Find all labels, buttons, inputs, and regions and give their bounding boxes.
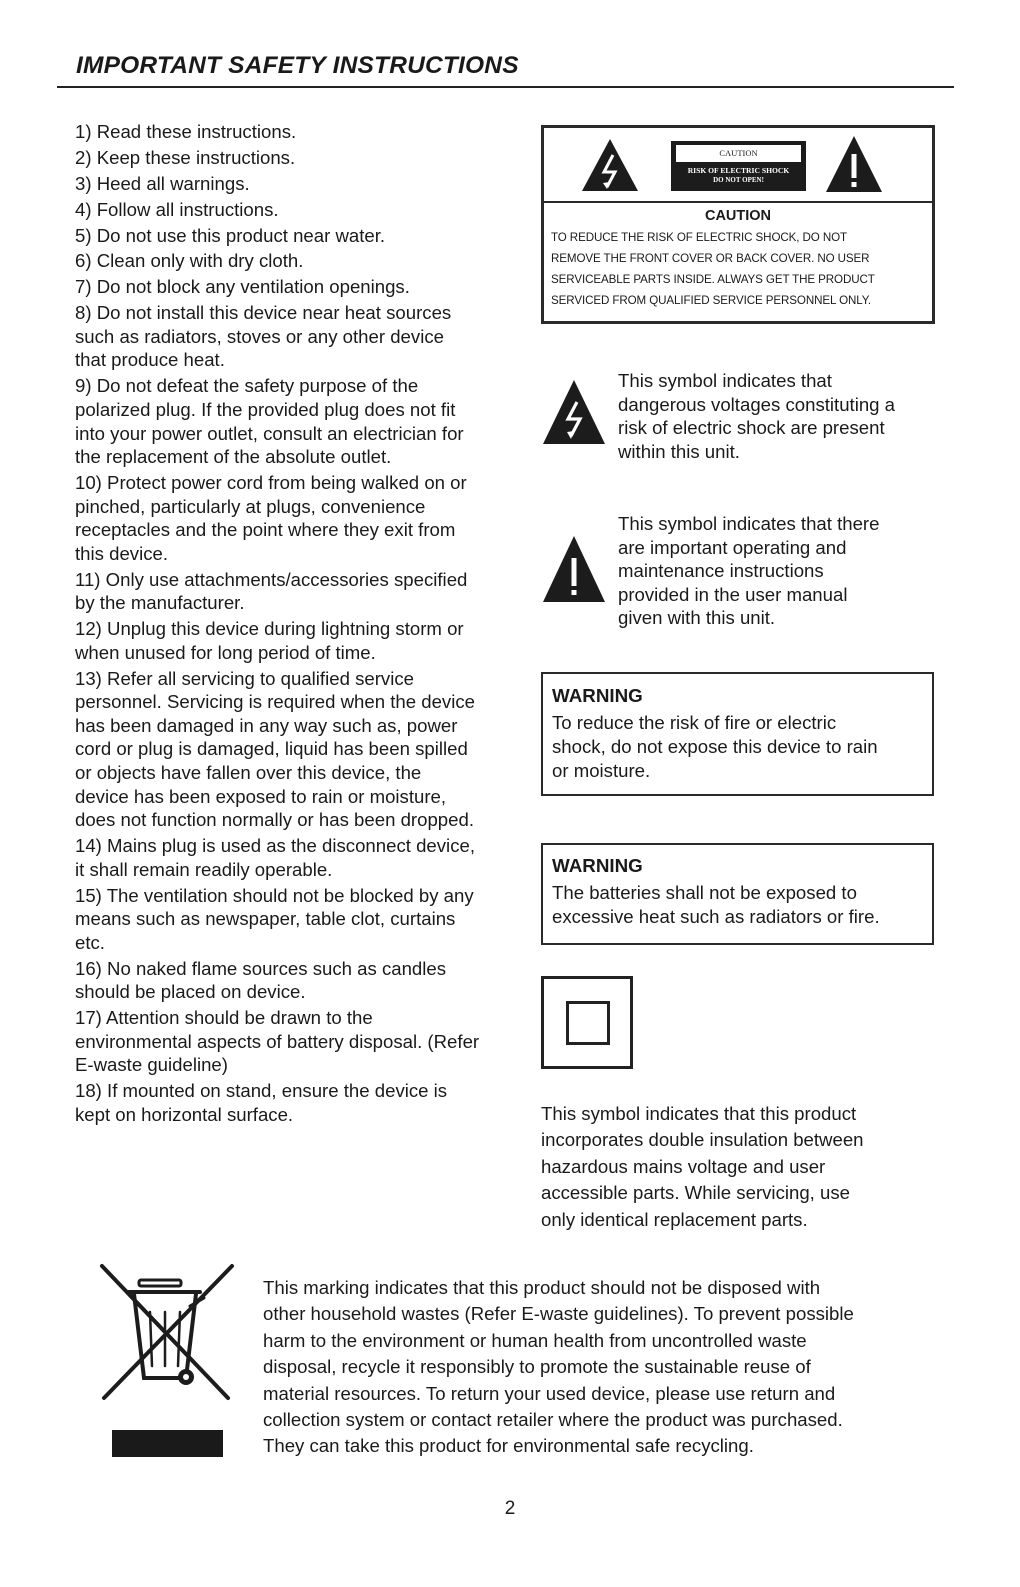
instruction-item: 5) Do not use this product near water. [75, 224, 386, 246]
lightning-symbol-description [618, 369, 948, 463]
exclamation-warning-triangle-icon [824, 134, 884, 194]
description-line: This symbol indicates that there [618, 513, 880, 534]
warning-title: WARNING [552, 685, 643, 706]
warning-title: WARNING [552, 855, 643, 876]
instruction-item: 15) The ventilation should not be blocked by any means such as newspaper, table clot, curtains etc. [75, 884, 474, 953]
description-line: other household wastes (Refer E-waste guidelines). To prevent possible [263, 1303, 854, 1325]
caution-label [671, 141, 806, 191]
instruction-item: 4) Follow all instructions. [75, 198, 279, 220]
instruction-item: 7) Do not block any ventilation openings. [75, 276, 410, 298]
caution-label-shock: RISK OF ELECTRIC SHOCK [687, 166, 790, 175]
instruction-item: 3) Heed all warnings. [75, 172, 250, 194]
instruction-item: 1) Read these instructions. [75, 121, 297, 142]
caution-label-do-not-open: DO NOT OPEN! [713, 176, 764, 184]
warning-batteries-box [541, 843, 934, 945]
warning-moisture-box [541, 672, 934, 796]
instruction-item: 9) Do not defeat the safety purpose of the polarized plug. If the provided plug does not fit into your power outlet, consult an electrician for the replacement of the absolute outlet. [75, 375, 464, 468]
description-line: hazardous mains voltage and user [541, 1155, 826, 1177]
title-divider [57, 86, 954, 88]
instructions-list [75, 120, 480, 1129]
exclamation-symbol-description [618, 512, 948, 630]
description-line: given with this unit. [618, 607, 776, 629]
caution-box [541, 125, 935, 324]
description-line: only identical replacement parts. [541, 1208, 808, 1230]
description-line: They can take this product for environmental safe recycling. [263, 1435, 754, 1457]
description-line: material resources. To return your used device, please use return and [263, 1382, 836, 1404]
instruction-item: 11) Only use attachments/accessories specified by the manufacturer. [75, 568, 468, 614]
caution-text-line: TO REDUCE THE RISK OF ELECTRIC SHOCK, DO NOT [551, 231, 848, 244]
description-line: within this unit. [618, 440, 740, 462]
warning-line: excessive heat such as radiators or fire. [552, 906, 880, 927]
description-line: accessible parts. While servicing, use [541, 1182, 850, 1204]
weee-black-bar [112, 1430, 223, 1457]
warning-line: The batteries shall not be exposed to [552, 882, 857, 903]
caution-text-line: SERVICEABLE PARTS INSIDE. ALWAYS GET THE PRODUCT [551, 273, 875, 286]
description-line: This symbol indicates that this product [541, 1103, 857, 1124]
instruction-item: 8) Do not install this device near heat sources such as radiators, stoves or any other device that produce heat. [75, 302, 452, 371]
page-number: 2 [504, 1498, 516, 1519]
description-line: harm to the environment or human health from uncontrolled waste [263, 1329, 807, 1351]
warning-text [552, 881, 880, 929]
crossed-out-wheelie-bin-icon [98, 1262, 236, 1404]
description-line: are important operating and [618, 536, 847, 558]
double-insulation-description [541, 1101, 941, 1233]
instruction-item: 17) Attention should be drawn to the environmental aspects of battery disposal. (Refer E-waste guideline) [75, 1007, 480, 1076]
instruction-item: 2) Keep these instructions. [75, 146, 296, 168]
caution-divider [544, 201, 932, 203]
instruction-item: 10) Protect power cord from being walked on or pinched, particularly at plugs, convenience receptacles and the point where they exit from this device. [75, 471, 467, 564]
exclamation-warning-triangle-icon [541, 534, 607, 604]
warning-line: or moisture. [552, 760, 651, 781]
caution-text [551, 227, 929, 311]
description-line: dangerous voltages constituting a [618, 393, 896, 415]
lightning-warning-triangle-icon [541, 378, 607, 446]
description-line: risk of electric shock are present [618, 417, 885, 439]
caution-label-title: CAUTION [676, 145, 801, 162]
caution-text-line: SERVICED FROM QUALIFIED SERVICE PERSONNEL ONLY. [551, 294, 872, 307]
double-insulation-icon [541, 976, 633, 1069]
weee-description [263, 1275, 953, 1460]
warning-line: shock, do not expose this device to rain [552, 736, 878, 757]
description-line: incorporates double insulation between [541, 1129, 864, 1151]
warning-line: To reduce the risk of fire or electric [552, 712, 837, 733]
warning-text [552, 711, 878, 783]
double-insulation-inner-square [566, 1001, 610, 1045]
caution-heading: CAUTION [704, 208, 772, 224]
caution-symbols-row [544, 128, 932, 201]
instruction-item: 6) Clean only with dry cloth. [75, 250, 304, 272]
description-line: This marking indicates that this product should not be disposed with [263, 1277, 821, 1298]
instruction-item: 16) No naked flame sources such as candles should be placed on device. [75, 957, 447, 1003]
page-title: IMPORTANT SAFETY INSTRUCTIONS [76, 52, 519, 79]
instruction-item: 18) If mounted on stand, ensure the device is kept on horizontal surface. [75, 1080, 448, 1125]
description-line: disposal, recycle it responsibly to promote the sustainable reuse of [263, 1356, 811, 1378]
description-line: This symbol indicates that [618, 370, 832, 391]
instruction-item: 12) Unplug this device during lightning storm or when unused for long period of time. [75, 618, 464, 663]
description-line: provided in the user manual [618, 583, 848, 605]
lightning-warning-triangle-icon [580, 137, 640, 193]
caution-text-line: REMOVE THE FRONT COVER OR BACK COVER. NO USER [551, 252, 870, 265]
instruction-item: 13) Refer all servicing to qualified service personnel. Servicing is required when the device has been damaged in any way such as, power cord or plug is damaged, liquid has been spilled or objects have fallen over this device, the device has been exposed to rain or moisture, does not function normally or has been dropped. [75, 667, 475, 831]
instruction-item: 14) Mains plug is used as the disconnect device, it shall remain readily operable. [75, 835, 475, 880]
description-line: collection system or contact retailer where the product was purchased. [263, 1409, 843, 1431]
description-line: maintenance instructions [618, 560, 824, 582]
